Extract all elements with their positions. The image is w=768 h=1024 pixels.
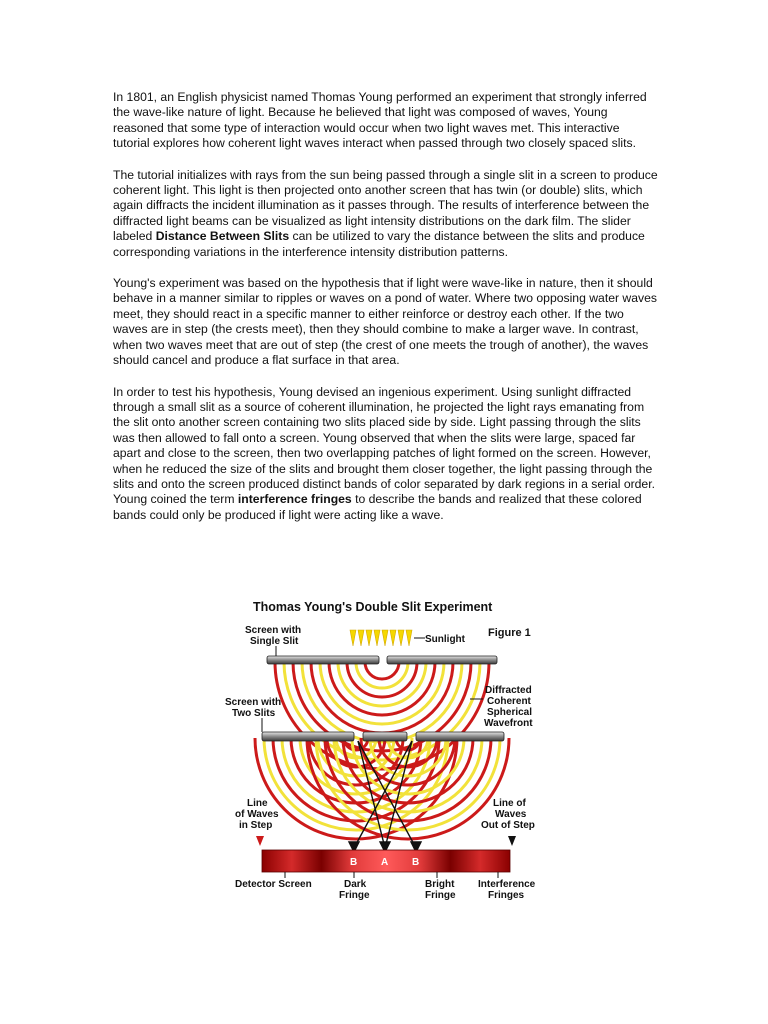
distance-between-slits-term: Distance Between Slits — [155, 229, 290, 244]
label-screen-two-1: Screen with — [225, 697, 282, 708]
label-diffracted-1: Diffracted — [485, 685, 532, 696]
label-screen-two-2: Two Slits — [232, 708, 276, 719]
paragraph-1-text: In 1801, an English physicist named Thomas Young performed an experiment that strongly inferred the wave-like nature of light. Because he believed that light was composed of waves, Young reasoned that some type of interaction would occur when two light waves met. This interactive tutorial explores how coherent light waves interact when passed through two closely spaced slits. — [113, 90, 647, 151]
label-screen-single-2: Single Slit — [250, 636, 299, 647]
label-interference-1: Interference — [478, 879, 536, 890]
paragraph-3-text: Young's experiment was based on the hypothesis that if light were wave-like in nature, then it should behave in a manner similar to ripples or waves on a pond of water. Where two opposing water waves meet, they should react in a specific manner to either reinforce or destroy each other. If the two waves are in step (the crests meet), then they should combine to make a larger wave. In contrast, when two waves meet that are out of step (the crest of one meets the trough of another), the waves should cancel and produce a flat surface in that area. — [113, 276, 657, 368]
fringe-label-b-right: B — [412, 857, 420, 868]
fringe-label-b-left: B — [350, 857, 358, 868]
label-diffracted-4: Wavefront — [484, 718, 533, 729]
paragraph-3 — [113, 276, 658, 368]
label-detector-screen: Detector Screen — [235, 879, 312, 890]
label-line-out-1: Line of — [493, 798, 526, 809]
two-slit-screen-right — [416, 732, 504, 741]
in-step-arrow — [256, 836, 264, 846]
double-slit-wavefronts — [255, 738, 509, 839]
paragraph-2-text-a: The tutorial initializes with rays from the sun being passed through a single slit in a screen to produce coherent light. This light is then projected onto another screen that has twin (or double) slits, which again diffracts the incident illumination as it passes through. The results of interference between the diffracted light beams can be visualized as light intensity distributions on the dark film. The slider labeled — [113, 167, 658, 244]
single-slit-screen-left — [267, 656, 379, 664]
label-diffracted-2: Coherent — [487, 696, 531, 707]
label-sunlight: Sunlight — [425, 634, 465, 645]
double-slit-figure — [220, 596, 550, 906]
paragraph-4-text-a: In order to test his hypothesis, Young devised an ingenious experiment. Using sunlight diffracted through a small slit as a source of coherent illumination, he projected the light rays emanating from the slit onto another screen containing two slits placed side by side. Light passing through the slits was then allowed to fall onto a screen. Young observed that when the slits were large, spaced far apart and close to the screen, then two overlapping patches of light formed on the screen. However, when he reduced the size of the slits and brought them closer together, the light passing through the slits and onto the screen produced distinct bands of color separated by dark regions in a serial order. Young coined the term — [113, 384, 655, 507]
two-slit-screen-middle — [363, 732, 407, 741]
paragraph-2-text-b: can be utilized to vary the distance between the slits and produce corresponding variations in the interference intensity distribution patterns. — [113, 229, 645, 259]
paragraph-2 — [113, 168, 658, 260]
interference-fringes-term: interference fringes — [237, 492, 352, 507]
label-line-in-3: in Step — [239, 820, 273, 831]
label-line-in-2: of Waves — [235, 809, 279, 820]
sunlight-rays — [350, 630, 412, 646]
label-dark-2: Fringe — [339, 890, 370, 901]
double-slit-diagram — [220, 596, 550, 906]
label-bright-1: Bright — [425, 879, 455, 890]
paragraph-4 — [113, 385, 658, 524]
fringe-label-a: A — [381, 857, 389, 868]
article-body — [113, 90, 658, 539]
out-of-step-arrow — [508, 836, 516, 846]
label-line-in-1: Line — [247, 798, 268, 809]
label-screen-single-1: Screen with — [245, 625, 302, 636]
paragraph-4-text-b: to describe the bands and realized that these colored bands could only be produced if light were acting like a wave. — [113, 492, 642, 522]
label-line-out-2: Waves — [495, 809, 527, 820]
label-interference-2: Fringes — [488, 890, 525, 901]
label-diffracted-3: Spherical — [487, 707, 533, 718]
paragraph-1 — [113, 90, 658, 152]
label-line-out-3: Out of Step — [481, 820, 535, 831]
single-slit-screen-right — [387, 656, 497, 664]
label-dark-1: Dark — [344, 879, 367, 890]
figure-number: Figure 1 — [488, 627, 531, 639]
label-bright-2: Fringe — [425, 890, 456, 901]
figure-title: Thomas Young's Double Slit Experiment — [253, 600, 493, 614]
two-slit-screen-left — [262, 732, 354, 741]
